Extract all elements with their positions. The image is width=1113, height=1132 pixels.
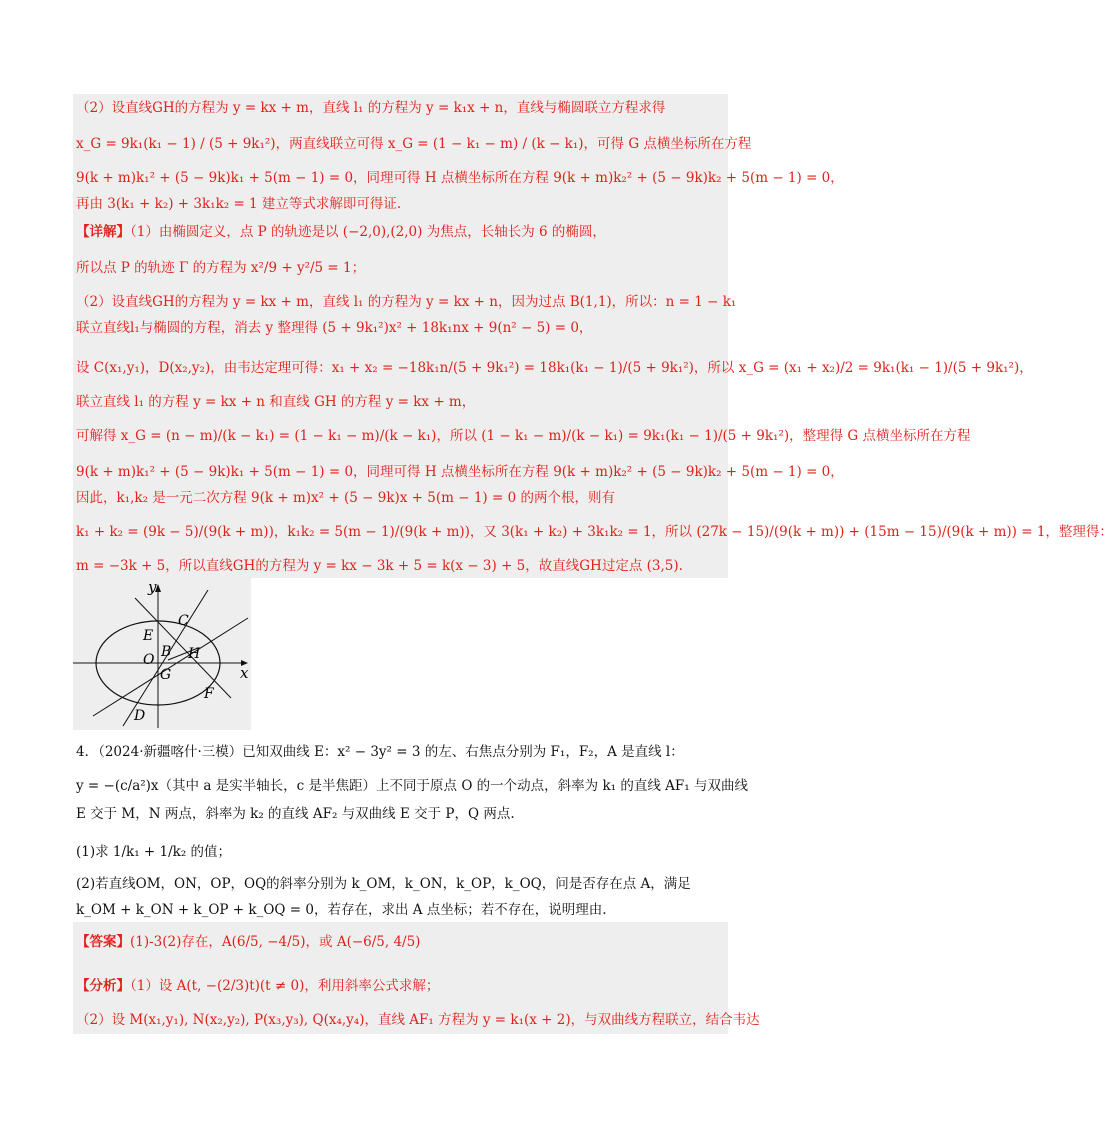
- label-y: y: [148, 578, 157, 596]
- detail-line-9: 因此，k₁,k₂ 是一元二次方程 9(k + m)x² + (5 − 9k)x + 5(m − 1) = 0 的两个根，则有: [76, 490, 615, 506]
- answer-text: (1)-3(2)存在，A(6/5, −4/5)，或 A(−6/5, 4/5): [130, 934, 421, 950]
- analysis4-tag: 【分析】: [76, 978, 130, 994]
- analysis-line-4: 再由 3(k₁ + k₂) + 3k₁k₂ = 1 建立等式求解即可得证.: [76, 196, 402, 212]
- problem4-line-2: y = −(c/a²)x（其中 a 是实半轴长，c 是半焦距）上不同于原点 O 的一个动点，斜率为 k₁ 的直线 AF₁ 与双曲线: [76, 778, 748, 794]
- ellipse-figure: [73, 578, 251, 730]
- problem4-line-6: k_OM + k_ON + k_OP + k_OQ = 0，若存在，求出 A 点坐标；若不存在，说明理由.: [76, 902, 607, 918]
- answer-line: [76, 932, 726, 952]
- label-o: O: [143, 652, 155, 668]
- problem4-line-3: E 交于 M，N 两点，斜率为 k₂ 的直线 AF₂ 与双曲线 E 交于 P，Q 两点.: [76, 806, 515, 822]
- detail-line-7: 可解得 x_G = (n − m)/(k − k₁) = (1 − k₁ − m)/(k − k₁)，所以 (1 − k₁ − m)/(k − k₁) = 9k₁(k₁ − 1)/(5 + 9k₁²)，整理得 G 点横坐标所在方程: [76, 428, 971, 444]
- detail-line-5: 设 C(x₁,y₁)，D(x₂,y₂)，由韦达定理可得：x₁ + x₂ = −18k₁n/(5 + 9k₁²) = 18k₁(k₁ − 1)/(5 + 9k₁²)，所以 x_G = (x₁ + x₂)/2 = 9k₁(k₁ − 1)/(5 + 9k₁²)，: [76, 360, 1033, 376]
- analysis4-line-2: （2）设 M(x₁,y₁), N(x₂,y₂), P(x₃,y₃), Q(x₄,y₄)，直线 AF₁ 方程为 y = k₁(x + 2)，与双曲线方程联立，结合韦达: [76, 1012, 760, 1028]
- detail-tag: 【详解】: [76, 224, 130, 240]
- detail-line-4: 联立直线l₁与椭圆的方程，消去 y 整理得 (5 + 9k₁²)x² + 18k₁nx + 9(n² − 5) = 0，: [76, 320, 593, 336]
- answer-tag: 【答案】: [76, 934, 130, 950]
- detail-line-3: （2）设直线GH的方程为 y = kx + m，直线 l₁ 的方程为 y = kx + n，因为过点 B(1,1)，所以：n = 1 − k₁: [76, 294, 737, 310]
- label-x: x: [240, 664, 249, 682]
- label-f: F: [204, 686, 214, 702]
- ellipse-figure-svg: [73, 578, 251, 730]
- detail-line-11: m = −3k + 5，所以直线GH的方程为 y = kx − 3k + 5 = k(x − 3) + 5，故直线GH过定点 (3,5).: [76, 558, 683, 574]
- problem4-line-5: (2)若直线OM，ON，OP，OQ的斜率分别为 k_OM，k_ON，k_OP，k_OQ，问是否存在点 A，满足: [76, 876, 691, 892]
- label-c: C: [178, 613, 189, 629]
- detail-line-1: [76, 222, 726, 242]
- label-d: D: [134, 708, 146, 724]
- analysis4-line-1: [76, 976, 726, 996]
- analysis4-text-1: （1）设 A(t, −(2/3)t)(t ≠ 0)，利用斜率公式求解；: [130, 978, 440, 994]
- problem4-line-4: (1)求 1/k₁ + 1/k₂ 的值；: [76, 844, 232, 860]
- label-e: E: [143, 628, 154, 644]
- label-g: G: [160, 667, 172, 683]
- detail-line-10: k₁ + k₂ = (9k − 5)/(9(k + m))，k₁k₂ = 5(m − 1)/(9(k + m))，又 3(k₁ + k₂) + 3k₁k₂ = 1，所以 (27k − 15)/(9(k + m)) + (15m − 15)/(9(k + m)) = 1，整理得：: [76, 524, 1113, 540]
- analysis-line-3: 9(k + m)k₁² + (5 − 9k)k₁ + 5(m − 1) = 0，同理可得 H 点横坐标所在方程 9(k + m)k₂² + (5 − 9k)k₂ + 5(m − 1) = 0，: [76, 170, 844, 186]
- problem4-line-1: 4．（2024·新疆喀什·三模）已知双曲线 E：x² − 3y² = 3 的左、右焦点分别为 F₁，F₂，A 是直线 l：: [76, 744, 684, 760]
- detail-text-1: （1）由椭圆定义，点 P 的轨迹是以 (−2,0),(2,0) 为焦点，长轴长为 6 的椭圆，: [130, 224, 606, 240]
- label-h: H: [188, 646, 201, 662]
- detail-line-2: 所以点 P 的轨迹 Γ 的方程为 x²/9 + y²/5 = 1；: [76, 260, 366, 276]
- detail-line-6: 联立直线 l₁ 的方程 y = kx + n 和直线 GH 的方程 y = kx + m，: [76, 394, 476, 410]
- analysis-line-2: x_G = 9k₁(k₁ − 1) / (5 + 9k₁²)，两直线联立可得 x_G = (1 − k₁ − m) / (k − k₁)，可得 G 点横坐标所在方程: [76, 136, 752, 152]
- detail-line-8: 9(k + m)k₁² + (5 − 9k)k₁ + 5(m − 1) = 0，同理可得 H 点横坐标所在方程 9(k + m)k₂² + (5 − 9k)k₂ + 5(m − 1) = 0，: [76, 464, 844, 480]
- analysis-line-1: （2）设直线GH的方程为 y = kx + m，直线 l₁ 的方程为 y = k₁x + n，直线与椭圆联立方程求得: [76, 100, 666, 116]
- label-b: B: [161, 644, 172, 660]
